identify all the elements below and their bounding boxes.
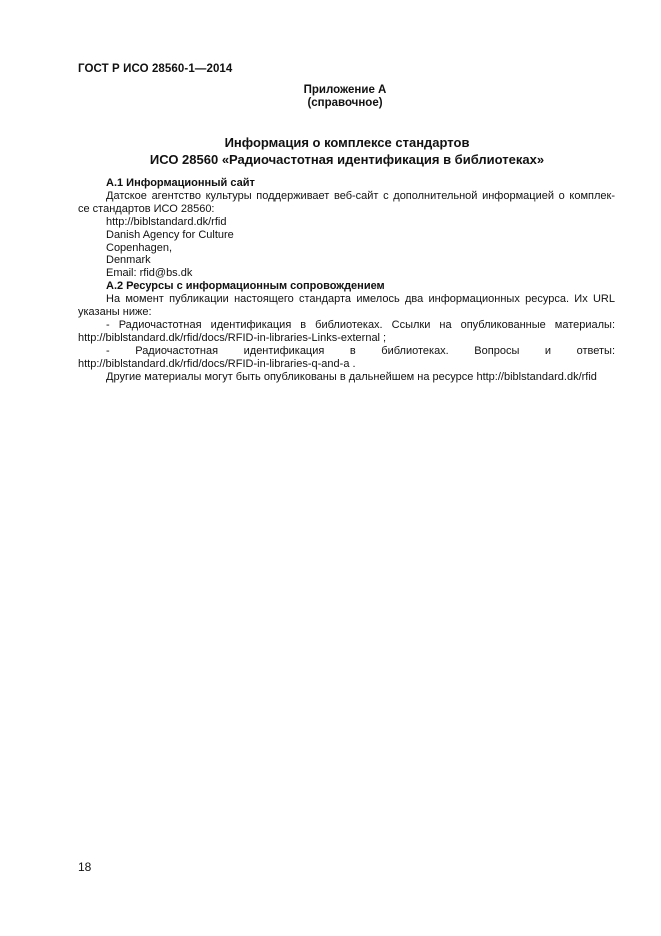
section-a2-intro-line-2: указаны ниже: [78, 306, 152, 319]
section-a2-item-2-line-2: http://biblstandard.dk/rfid/docs/RFID-in-libraries-q-and-a . [78, 357, 356, 370]
section-a1-email: Email: rfid@bs.dk [106, 267, 193, 280]
section-a1-organization: Danish Agency for Culture [106, 228, 234, 241]
annex-heading [0, 84, 661, 110]
annex-main-title-line-2: ИСО 28560 «Радиочастотная идентификация в библиотеках» [149, 152, 545, 167]
document-code: ГОСТ Р ИСО 28560-1—2014 [78, 63, 233, 75]
section-a2-heading: А.2 Ресурсы с информационным сопровождением [106, 280, 385, 293]
section-a2-intro-line-1: На момент публикации настоящего стандарта имелось два информационных ресурса. Их URL [106, 293, 615, 306]
section-a1-heading: А.1 Информационный сайт [106, 177, 255, 189]
section-a1-url: http://biblstandard.dk/rfid [106, 215, 227, 228]
section-a2-item-1-line-2: http://biblstandard.dk/rfid/docs/RFID-in-libraries-Links-external ; [78, 331, 387, 344]
section-a2-item-1-line-1: - Радиочастотная идентификация в библиотеках. Ссылки на опубликованные материалы: [106, 318, 615, 331]
annex-main-title [78, 134, 616, 168]
page-number: 18 [78, 860, 92, 874]
section-a2-closing: Другие материалы могут быть опубликованы в дальнейшем на ресурсе http://biblstandard.dk/rfid [106, 370, 597, 383]
annex-main-title-line-1: Информация о комплексе стандартов [224, 135, 470, 150]
section-a1-intro-line-2: се стандартов ИСО 28560: [78, 202, 215, 215]
section-a2-item-2-line-1: - Радиочастотная идентификация в библиотеках. Вопросы и ответы: [106, 344, 615, 357]
annex-body [78, 177, 615, 384]
annex-title: Приложение А [303, 84, 387, 96]
section-a1-intro-line-1: Датское агентство культуры поддерживает веб-сайт с дополнительной информацией о комплек- [106, 189, 615, 202]
section-a1-country: Denmark [106, 254, 151, 267]
annex-subtitle: (справочное) [307, 97, 383, 109]
section-a1-city: Copenhagen, [106, 241, 173, 254]
